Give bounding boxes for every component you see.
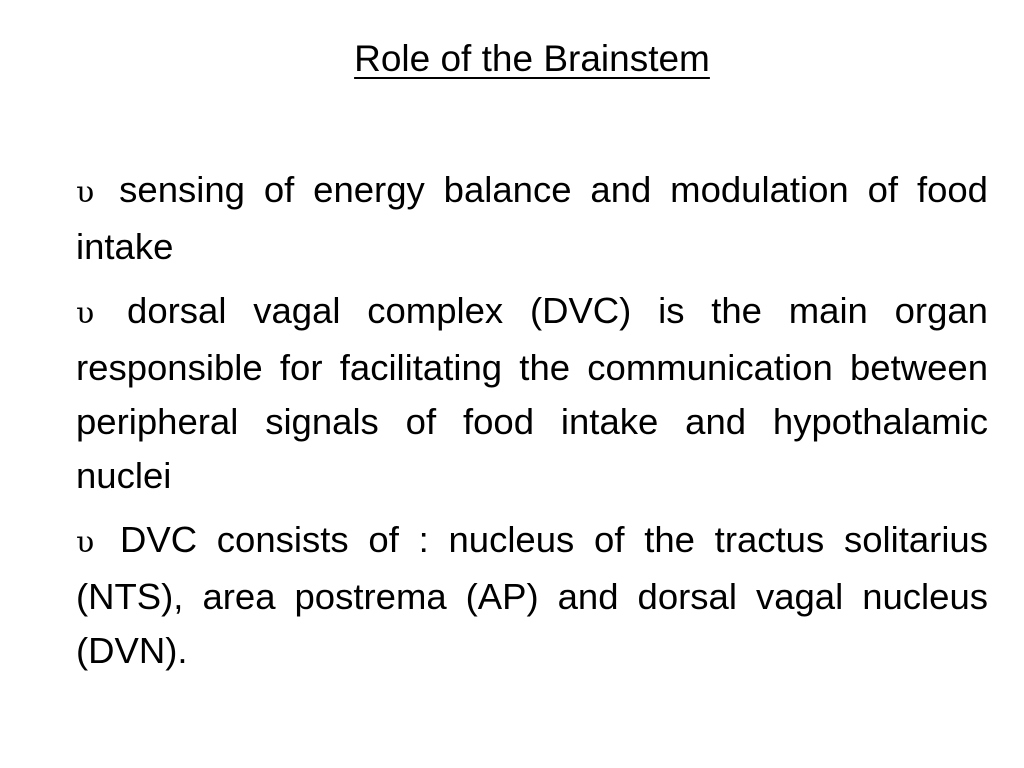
upsilon-bullet-icon: υ: [76, 525, 95, 560]
upsilon-bullet-icon: υ: [76, 175, 95, 210]
bullet-list: [76, 163, 988, 688]
bullet-item: [76, 513, 988, 678]
bullet-text: dorsal vagal complex (DVC) is the main organ responsible for facilitating the communication between peripheral signals of food intake and hypothalamic nuclei: [76, 290, 988, 496]
slide-title: [0, 36, 1024, 82]
bullet-text: sensing of energy balance and modulation of food intake: [76, 169, 988, 267]
slide-title-text: Role of the Brainstem: [354, 38, 710, 79]
bullet-text: DVC consists of : nucleus of the tractus solitarius (NTS), area postrema (AP) and dorsal vagal nucleus (DVN).: [76, 519, 988, 671]
upsilon-bullet-icon: υ: [76, 296, 95, 331]
bullet-item: [76, 163, 988, 274]
bullet-item: [76, 284, 988, 503]
